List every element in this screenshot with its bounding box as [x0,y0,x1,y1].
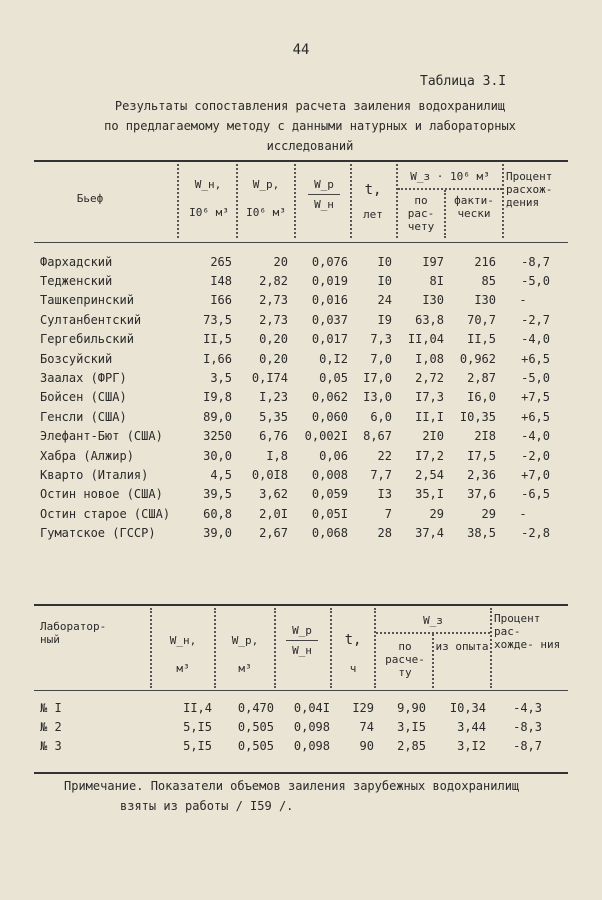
table2-header-ratio-den: W_н [292,644,312,657]
table2-header-rule [34,690,568,691]
table2-cell-diff: -4,3 [513,700,542,715]
table1-cell-diff: -4,0 [521,332,550,347]
table1-cell-object: Ташкепринский [40,293,134,308]
table1-row [40,330,550,349]
table1-row [40,252,550,271]
table1-row [40,291,550,310]
table1-cell-actual: 2,87 [467,371,496,386]
table1-header-wn: W_н, [194,178,222,191]
table1-cell-diff: -2,8 [521,526,550,541]
table1-cell-actual: I6,0 [467,390,496,405]
table2-cell-ratio: 0,04I [293,700,330,715]
table2-cell-diff: -8,7 [513,739,542,754]
table1-cell-calc: 37,4 [415,526,444,541]
table2-header-t: t, [344,632,362,648]
table1-cell-object: Фархадский [40,254,113,269]
table1-cell-calc: I30 [422,293,444,308]
table1-cell-calc: 35,I [415,487,444,502]
table1-cell-ratio: 0,016 [311,293,348,308]
table1-cell-wn: II,5 [203,332,232,347]
table2-bottom-rule [34,772,568,774]
title-line: по предлагаемому методу с данными натурных и лабораторных [104,119,516,133]
table1-cell-wp: 0,I74 [251,371,288,386]
table1-cell-object: Элефант-Бют (США) [40,429,163,444]
table2-cell-object: № I [40,700,62,715]
table1-row [40,446,550,465]
table1-cell-t: I7,0 [363,371,392,386]
table1-cell-actual: 37,6 [467,487,496,502]
table1-cell-actual: II,5 [467,332,496,347]
table2-header-wn-unit: м³ [176,662,190,675]
table2-cell-t: I29 [352,700,374,715]
table2-cell-diff: -8,3 [513,720,542,735]
table1-header-t-unit: лет [363,208,383,221]
table2-cell-object: № 2 [40,720,62,735]
table1-cell-wn: 4,5 [210,467,232,482]
table1-cell-ratio: 0,05I [311,506,348,521]
table1-cell-calc: 2,72 [415,371,444,386]
table1-cell-calc: 2,54 [415,467,444,482]
table-title [60,96,560,156]
title-line: Результаты сопоставления расчета заиления водохранилищ [114,99,506,113]
table2-cell-actual: 3,44 [457,720,486,735]
table1-col-sep [294,164,296,238]
table2-col-sep [374,608,376,688]
table2-cell-wp: 0,505 [237,739,274,754]
footnote-line: Примечание. Показатели объемов заиления зарубежных водохранилищ [64,779,520,793]
table1-cell-t: I3 [377,487,392,502]
table1-header-wp: W_р, [252,178,280,191]
table1-cell-object: Хабра (Алжир) [40,448,134,463]
table1-cell-wn: 265 [210,254,232,269]
table1-row [40,310,550,329]
table1-cell-t: I9 [377,312,392,327]
table2-header-wp-unit: м³ [238,662,252,675]
table1-cell-actual: I0,35 [459,409,496,424]
table1-col-sep [177,164,179,238]
table1-cell-wn: I66 [210,293,232,308]
table1-cell-t: 28 [377,526,392,541]
table1-cell-object: Заалах (ФРГ) [40,371,127,386]
table2-col-sep [274,608,276,688]
table2-col-sep [490,608,492,688]
table1-cell-ratio: 0,I2 [319,351,348,366]
table1-cell-diff: -4,0 [521,429,550,444]
table1-cell-diff: +7,0 [521,467,550,482]
table1-cell-ratio: 0,076 [311,254,348,269]
table1-cell-t: 7,3 [370,332,392,347]
table1-cell-diff: +6,5 [521,409,550,424]
table2-cell-t: 74 [359,720,374,735]
table1-cell-wp: 5,35 [259,409,288,424]
table2-header-object: Лаборатор- ный [40,620,107,646]
table1-cell-diff: +6,5 [521,351,550,366]
table1-header-w3-group: W_з · 10⁶ м³ [410,170,490,183]
table1-cell-diff: -8,7 [521,254,550,269]
table1-cell-wp: 2,82 [259,274,288,289]
table1-cell-wn: 73,5 [203,312,232,327]
table1-header-actual: факти- чески [454,194,494,220]
table1-cell-calc: I7,2 [415,448,444,463]
table1-col-sep [396,164,398,238]
table1-cell-wn: I9,8 [203,390,232,405]
table1-row [40,407,550,426]
table1-cell-object: Султанбентский [40,312,142,327]
table1-cell-actual: 70,7 [467,312,496,327]
table1-cell-ratio: 0,060 [311,409,348,424]
table1-cell-wp: 2,67 [259,526,288,541]
table1-cell-wp: 2,73 [259,312,288,327]
table1-cell-diff: -6,5 [521,487,550,502]
table1-header-t: t, [364,182,382,198]
table1-cell-wn: 3250 [203,429,232,444]
table1-cell-object: Остин новое (США) [40,487,163,502]
table1-cell-calc: 29 [429,506,444,521]
table2-header-ratio-num: W_р [292,624,312,637]
table1-cell-t: 22 [377,448,392,463]
table1-cell-wp: 6,76 [259,429,288,444]
table1-cell-diff: - [519,506,527,521]
table2-header-wn: W_н, [169,634,197,647]
table1-cell-t: 24 [377,293,392,308]
table1-header-ratio-num: W_р [314,178,334,191]
table1-row [40,465,550,484]
table1-row [40,388,550,407]
table1-cell-wp: 0,20 [259,351,288,366]
table2-cell-calc: 2,85 [397,739,426,754]
table2-cell-ratio: 0,098 [293,739,330,754]
table2-cell-wn: 5,I5 [183,720,212,735]
table1-col-sep [444,190,446,238]
table1-ratio-bar [308,194,340,195]
table1-cell-actual: 0,962 [459,351,496,366]
table1-cell-t: I0 [377,274,392,289]
table1-cell-wp: 2,0I [259,506,288,521]
table1-cell-ratio: 0,008 [311,467,348,482]
table2-cell-object: № 3 [40,739,62,754]
table2-cell-wp: 0,470 [237,700,274,715]
table1-cell-object: Кварто (Италия) [40,467,149,482]
table1-body [40,252,550,543]
table2-cell-ratio: 0,098 [293,720,330,735]
table1-cell-wn: 30,0 [203,448,232,463]
table1-cell-ratio: 0,05 [319,371,348,386]
table1-cell-object: Бозсуйский [40,351,113,366]
table1-cell-actual: I30 [474,293,496,308]
title-line: исследований [266,139,354,153]
table2-row [40,737,542,756]
table1-cell-ratio: 0,059 [311,487,348,502]
table1-row [40,368,550,387]
table1-header-ratio-den: W_н [314,198,334,211]
table1-cell-object: Гуматское (ГССР) [40,526,156,541]
table1-cell-t: 7,7 [370,467,392,482]
table1-header-subrule [398,188,502,190]
table1-cell-object: Генсли (США) [40,409,127,424]
table2-cell-calc: 3,I5 [397,720,426,735]
table1-cell-actual: 38,5 [467,526,496,541]
table2-cell-wp: 0,505 [237,720,274,735]
table1-cell-wn: 3,5 [210,371,232,386]
table1-cell-calc: II,04 [407,332,444,347]
table1-cell-calc: I,08 [415,351,444,366]
table2-header-actual: из опыта [435,640,489,653]
table1-cell-diff: -2,0 [521,448,550,463]
table2-cell-wn: II,4 [183,700,212,715]
table1-col-sep [502,164,504,238]
table1-cell-calc: 2I0 [422,429,444,444]
table1-cell-wp: 20 [273,254,288,269]
table1-cell-calc: I97 [422,254,444,269]
table1-cell-wp: 3,62 [259,487,288,502]
table1-row [40,523,550,542]
table2-col-sep [214,608,216,688]
table1-cell-wp: 0,20 [259,332,288,347]
table1-col-sep [236,164,238,238]
table1-cell-t: 8,67 [363,429,392,444]
table1-cell-diff: -2,7 [521,312,550,327]
table2-header-wp: W_р, [231,634,259,647]
table1-top-rule [34,160,568,162]
table1-cell-wp: 0,0I8 [251,467,288,482]
table2-cell-t: 90 [359,739,374,754]
table2-body [40,698,542,756]
table1-cell-diff: - [519,293,527,308]
table1-cell-wn: 39,5 [203,487,232,502]
table2-header-diff: Процент рас- хожде- ния [494,612,561,651]
table1-cell-t: I0 [377,254,392,269]
table1-cell-t: 6,0 [370,409,392,424]
table1-cell-calc: 8I [429,274,444,289]
table1-cell-ratio: 0,002I [304,429,348,444]
table2-row [40,717,542,736]
table1-cell-ratio: 0,037 [311,312,348,327]
table2-cell-calc: 9,90 [397,700,426,715]
table2-cell-actual: I0,34 [449,700,486,715]
table2-row [40,698,542,717]
table1-cell-actual: 29 [481,506,496,521]
table1-cell-ratio: 0,019 [311,274,348,289]
table1-cell-wp: I,23 [259,390,288,405]
table1-cell-ratio: 0,06 [319,448,348,463]
table1-cell-actual: 216 [474,254,496,269]
table1-cell-ratio: 0,017 [311,332,348,347]
table1-cell-actual: I7,5 [467,448,496,463]
table1-cell-wn: 89,0 [203,409,232,424]
table1-row [40,504,550,523]
table1-cell-calc: I7,3 [415,390,444,405]
table1-row [40,349,550,368]
table1-header-object: Бьеф [76,192,104,205]
table2-header-w3-group: W_з [423,614,443,627]
table2-header-calc: по расче- ту [385,640,425,679]
table2-top-rule [34,604,568,606]
table2-cell-actual: 3,I2 [457,739,486,754]
table1-cell-object: Бойсен (США) [40,390,127,405]
table1-cell-t: 7,0 [370,351,392,366]
table1-cell-diff: +7,5 [521,390,550,405]
table1-cell-calc: II,I [415,409,444,424]
table2-header-t-unit: ч [349,662,357,675]
footnote-line: взяты из работы / I59 /. [120,799,294,813]
table1-cell-wn: 39,0 [203,526,232,541]
table1-cell-actual: 2I8 [474,429,496,444]
table1-cell-wp: 2,73 [259,293,288,308]
table2-col-sep [432,634,434,688]
table1-col-sep [350,164,352,238]
table1-cell-object: Гергебильский [40,332,134,347]
table1-cell-wn: I,66 [203,351,232,366]
table1-header-calc: по рас- чету [407,194,435,233]
table1-row [40,271,550,290]
table1-cell-diff: -5,0 [521,274,550,289]
table1-row [40,485,550,504]
table1-header-rule [34,242,568,243]
table1-cell-object: Тедженский [40,274,113,289]
table2-ratio-bar [286,640,318,641]
table1-cell-t: 7 [384,506,392,521]
page-number: 44 [292,42,310,58]
table1-cell-t: I3,0 [363,390,392,405]
table1-cell-wp: I,8 [266,448,288,463]
table2-col-sep [330,608,332,688]
table1-row [40,427,550,446]
table2-col-sep [150,608,152,688]
table1-cell-wn: I48 [210,274,232,289]
table1-cell-calc: 63,8 [415,312,444,327]
table1-cell-actual: 85 [481,274,496,289]
table1-cell-ratio: 0,062 [311,390,348,405]
table1-cell-wn: 60,8 [203,506,232,521]
table2-cell-wn: 5,I5 [183,739,212,754]
table1-cell-object: Остин старое (США) [40,506,171,521]
table1-header-wp-unit: I0⁶ м³ [246,206,286,219]
table1-cell-diff: -5,0 [521,371,550,386]
table1-cell-actual: 2,36 [467,467,496,482]
table1-cell-ratio: 0,068 [311,526,348,541]
table1-header-wn-unit: I0⁶ м³ [189,206,229,219]
table1-header-diff: Процент расхож- дения [506,170,553,209]
table-label: Таблица 3.I [420,74,507,89]
footnote [64,776,519,816]
